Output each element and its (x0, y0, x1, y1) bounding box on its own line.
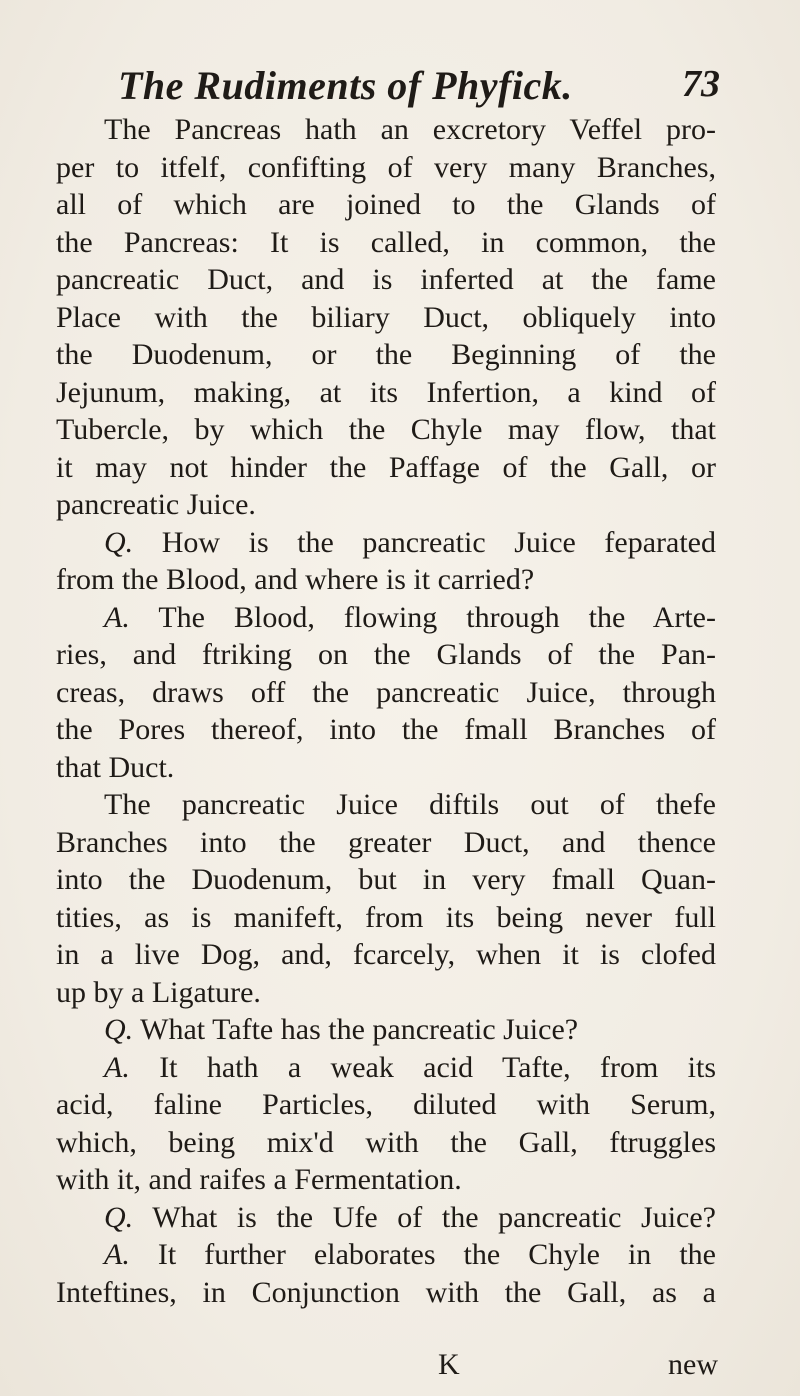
line-text: all of which are joined to the Glands of (56, 188, 716, 221)
page-footer (0, 1348, 800, 1388)
line-text: pancreatic Duct, and is inferted at the fame (56, 263, 716, 296)
text-line (56, 374, 716, 412)
line-text: It hath a weak acid Tafte, from its (159, 1050, 717, 1084)
text-line (56, 449, 716, 487)
text-line (56, 261, 716, 299)
text-line (56, 524, 716, 562)
line-text: that Duct. (56, 750, 175, 784)
text-line (56, 1274, 716, 1312)
text-line (56, 674, 716, 712)
line-text: Jejunum, making, at its Infertion, a kind of (56, 375, 716, 409)
signature-mark: K (438, 1348, 460, 1381)
text-line (56, 861, 716, 899)
answer-marker: A. (104, 1238, 130, 1271)
text-line (56, 824, 716, 862)
line-text: pancreatic Juice. (56, 488, 256, 521)
answer-marker: A. (104, 1050, 130, 1084)
text-line (56, 936, 716, 974)
text-line (56, 111, 716, 149)
line-text: The Blood, flowing through the Arte- (158, 600, 716, 634)
question-marker: Q. (104, 1200, 134, 1234)
line-text: How is the pancreatic Juice feparated (161, 525, 716, 559)
text-line (56, 486, 716, 524)
text-line (56, 186, 716, 224)
text-line (56, 974, 716, 1012)
page-number: 73 (682, 63, 720, 105)
line-text: It further elaborates the Chyle in the (157, 1238, 716, 1271)
running-title: The Rudiments of Phyfick. (118, 63, 573, 108)
line-text: Tubercle, by which the Chyle may flow, that (56, 413, 716, 446)
line-text: up by a Ligature. (56, 975, 261, 1009)
line-text: the Pores thereof, into the fmall Branches of (56, 713, 716, 746)
line-text: into the Duodenum, but in very fmall Quan- (56, 863, 716, 896)
text-line (56, 1124, 716, 1162)
line-text: What Tafte has the pancreatic Juice? (140, 1013, 579, 1046)
line-text: it may not hinder the Paffage of the Gall, or (56, 450, 716, 484)
running-head (100, 62, 720, 112)
text-line (56, 786, 716, 824)
line-text: creas, draws off the pancreatic Juice, through (56, 675, 716, 709)
text-line (56, 224, 716, 262)
line-text: The Pancreas hath an excretory Veffel pro- (104, 113, 716, 146)
text-line (56, 1049, 716, 1087)
line-text: Branches into the greater Duct, and thence (56, 825, 716, 859)
line-text: the Duodenum, or the Beginning of the (56, 338, 716, 371)
text-line (56, 1011, 716, 1049)
line-text: tities, as is manifeft, from its being never full (56, 900, 716, 934)
line-text: which, being mix'd with the Gall, ftruggles (56, 1125, 716, 1159)
line-text: What is the Ufe of the pancreatic Juice? (152, 1200, 716, 1234)
text-line (56, 1236, 716, 1274)
body-text (56, 111, 716, 1311)
answer-marker: A. (104, 600, 130, 634)
question-marker: Q. (104, 1013, 134, 1046)
line-text: with it, and raifes a Fermentation. (56, 1163, 462, 1196)
text-line (56, 1199, 716, 1237)
question-marker: Q. (104, 525, 134, 559)
line-text: Place with the biliary Duct, obliquely into (56, 300, 716, 334)
text-line (56, 636, 716, 674)
line-text: from the Blood, and where is it carried? (56, 563, 535, 596)
text-line (56, 149, 716, 187)
text-line (56, 711, 716, 749)
text-line (56, 336, 716, 374)
text-line (56, 599, 716, 637)
line-text: The pancreatic Juice diftils out of thefe (104, 788, 716, 821)
text-line (56, 299, 716, 337)
line-text: the Pancreas: It is called, in common, the (56, 225, 716, 259)
catchword: new (668, 1348, 718, 1381)
line-text: acid, faline Particles, diluted with Serum, (56, 1088, 716, 1121)
line-text: Inteftines, in Conjunction with the Gall, as a (56, 1275, 716, 1309)
line-text: per to itfelf, confifting of very many Branches, (56, 150, 716, 184)
text-line (56, 1086, 716, 1124)
text-line (56, 411, 716, 449)
text-line (56, 899, 716, 937)
line-text: in a live Dog, and, fcarcely, when it is clofed (56, 938, 716, 971)
text-line (56, 749, 716, 787)
text-line (56, 561, 716, 599)
text-line (56, 1161, 716, 1199)
line-text: ries, and ftriking on the Glands of the Pan- (56, 638, 716, 671)
